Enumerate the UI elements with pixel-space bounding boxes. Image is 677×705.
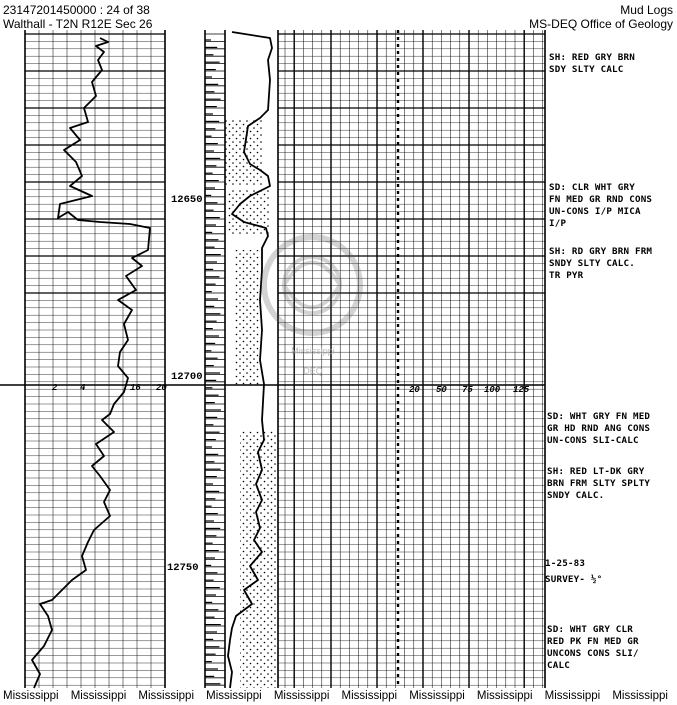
scale-label: 75: [462, 385, 473, 395]
watermark-text: DEQ: [303, 366, 323, 376]
depth-label-12700: 12700: [171, 371, 203, 383]
scale-label: 50: [436, 385, 447, 395]
lithology-note: SH: RED GRY BRN SDY SLTY CALC: [549, 52, 635, 75]
footer-label: Mississippi: [476, 690, 533, 702]
scale-label: 20: [156, 383, 167, 393]
lithology-note: SD: CLR WHT GRY FN MED GR RND CONS UN-CONS I/P MICA I/P: [549, 182, 653, 229]
well-location: Walthall - T2N R12E Sec 26: [3, 17, 153, 31]
scale-label: 125: [513, 385, 530, 395]
scale-label: 2: [52, 383, 58, 393]
scale-label: 4: [80, 383, 86, 393]
depth-label-12750: 12750: [167, 562, 199, 574]
lithology-note: SH: RED LT-DK GRY BRN FRM SLTY SPLTY SNDY CALC.: [547, 466, 651, 501]
footer-label: Mississippi: [544, 690, 601, 702]
footer-label: Mississippi: [138, 690, 194, 702]
footer-label: Mississippi: [3, 690, 59, 702]
scale-label: 20: [409, 385, 420, 395]
depth-label-12650: 12650: [171, 194, 203, 206]
footer-label: Mississippi: [273, 690, 330, 702]
footer-label: Mississippi: [612, 690, 668, 702]
lithology-note: 1-25-83: [545, 558, 586, 569]
agency-name: MS-DEQ Office of Geology: [529, 17, 673, 31]
lithology-note: SH: RD GRY BRN FRM SNDY SLTY CALC. TR PYR: [549, 246, 653, 281]
document-type: Mud Logs: [620, 3, 673, 17]
watermark-text: Mississippi: [291, 346, 335, 356]
left-track-grid: [25, 30, 165, 688]
footer-label: Mississippi: [341, 690, 398, 702]
document-id: 23147201450000 : 24 of 38: [3, 3, 150, 17]
lithology-note: SURVEY- ½°: [545, 574, 603, 585]
scale-label: 100: [484, 385, 501, 395]
footer-label: Mississippi: [70, 690, 127, 702]
footer-bar: [0, 689, 677, 705]
lithology-note: SD: WHT GRY FN MED GR HD RND ANG CONS UN-CONS SLI-CALC: [547, 411, 651, 446]
lithology-note: SD: WHT GRY CLR RED PK FN MED GR UNCONS CONS SLI/ CALC: [547, 624, 639, 671]
scale-label: 16: [130, 383, 141, 393]
footer-label: Mississippi: [409, 690, 465, 702]
footer-label: Mississippi: [206, 690, 262, 702]
